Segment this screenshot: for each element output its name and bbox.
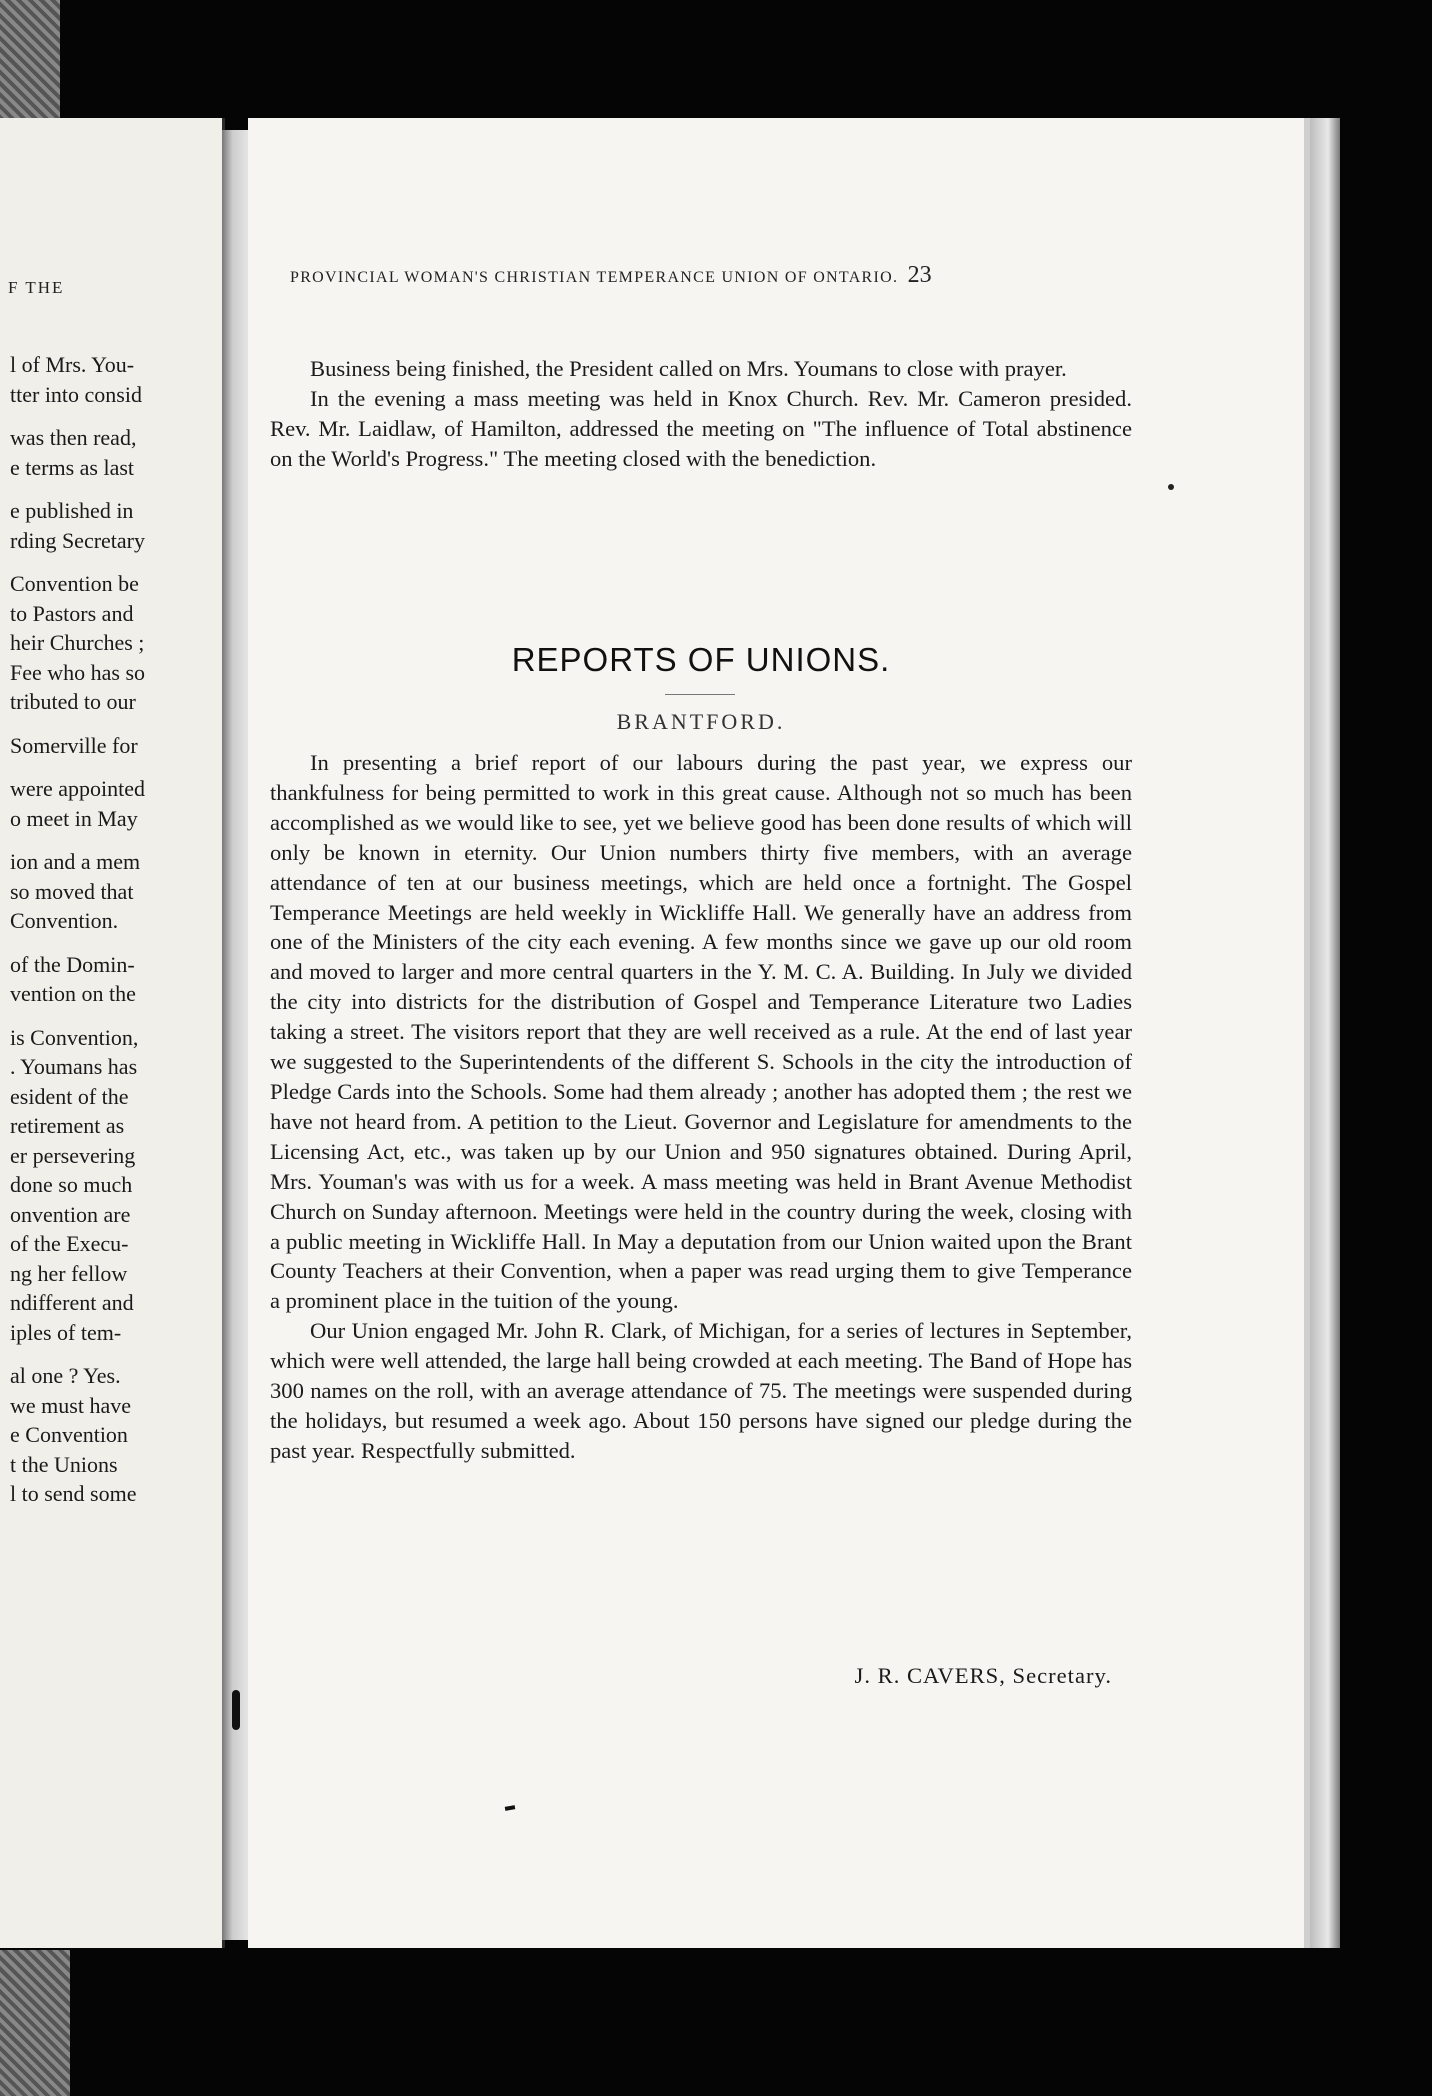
left-page-line: onvention are [10, 1201, 131, 1227]
left-page-line: ndifferent and [10, 1290, 134, 1315]
left-page-line: tributed to our [10, 689, 136, 714]
left-page-line: e published in [10, 498, 134, 523]
title-rule [665, 694, 735, 695]
left-page-line: Convention be [10, 571, 139, 596]
left-page-line: er persevering [10, 1142, 136, 1168]
left-page-line: were appointed [10, 776, 145, 801]
left-page-line: . Youmans has [10, 1054, 138, 1079]
left-page-line: was then read, [10, 425, 137, 450]
left-page-line: retirement as [10, 1113, 125, 1138]
book-gutter [222, 130, 248, 1940]
left-page-line: tter into consid [10, 381, 142, 407]
left-page-line: we must have [10, 1392, 131, 1418]
left-page-line: Somerville for [10, 732, 138, 758]
left-page-line: t the Unions [10, 1451, 118, 1477]
left-page-line: vention on the [10, 981, 136, 1006]
paragraph-evening-meeting: In the evening a mass meeting was held in Knox Church. Rev. Mr. Cameron presided. Rev. Mr. Laidlaw, of Hamilton, addressed the meeting on "The influence of Total abstinence on the World's Progress." The meeting closed with the benediction. [270, 385, 1132, 471]
left-page-line: rding Secretary [10, 527, 145, 553]
left-page-line: to Pastors and [10, 600, 134, 626]
left-page-line: al one ? Yes. [10, 1363, 121, 1388]
left-page-line: so moved that [10, 878, 134, 904]
left-page-line: ng her fellow [10, 1260, 128, 1286]
running-head-text: PROVINCIAL WOMAN'S CHRISTIAN TEMPERANCE UNION OF ONTARIO. [290, 269, 899, 286]
left-page-line: Convention. [10, 908, 119, 933]
page-edge [1310, 118, 1340, 1948]
left-page-line: Fee who has so [10, 659, 146, 685]
margin-mark [1168, 484, 1174, 490]
left-page-running-head: F THE [8, 278, 65, 297]
binding-cloth-top [0, 0, 60, 120]
left-page-line: l to send some [10, 1481, 137, 1506]
left-page-line: e terms as last [10, 454, 135, 480]
paragraph-closing-prayer: Business being finished, the President called on Mrs. Youmans to close with prayer. [310, 356, 1067, 381]
opening-paragraphs [270, 354, 1132, 474]
left-page-line: done so much [10, 1172, 133, 1197]
left-page-line: o meet in May [10, 805, 138, 831]
left-page-line: ion and a mem [10, 849, 141, 874]
left-page-line: heir Churches ; [10, 630, 145, 655]
ink-blot [232, 1690, 240, 1730]
left-page-line: l of Mrs. You- [10, 352, 135, 377]
left-page-line: esident of the [10, 1083, 129, 1109]
subsection-title: BRANTFORD. [616, 709, 786, 734]
left-page-line: e Convention [10, 1422, 128, 1447]
page-number: 23 [907, 262, 932, 288]
signoff: J. R. CAVERS, Secretary. [854, 1663, 1112, 1688]
brantford-report [270, 748, 1132, 1466]
running-head [290, 262, 1132, 289]
left-page-line: is Convention, [10, 1024, 139, 1050]
left-page-line: of the Execu- [10, 1231, 129, 1256]
left-page-line: iples of tem- [10, 1319, 122, 1345]
section-title: REPORTS OF UNIONS. [511, 641, 891, 678]
left-page-line: of the Domin- [10, 951, 135, 977]
left-page [0, 118, 225, 1948]
report-paragraph-1: In presenting a brief report of our labours during the past year, we express our thankfulness for being permitted to work in this great cause. Although not so much has been accomplished as we would like to see, yet we believe good has been done results of which will only be known in eternity. Our Union numbers thirty five members, with an average attendance of ten at our business meetings, which are held once a fortnight. The Gospel Temperance Meetings are held weekly in Wickliffe Hall. We generally have an address from one of the Ministers of the city each evening. A few months since we gave up our old room and moved to larger and more central quarters in the Y. M. C. A. Building. In July we divided the city into districts for the distribution of Gospel and Temperance Literature two Ladies taking a street. The visitors report that they are well received as a rule. At the end of last year we suggested to the Superintendents of the different S. Schools in the city the introduction of Pledge Cards into the Schools. Some had them already ; another has adopted them ; the rest we have not heard from. A petition to the Lieut. Governor and Legislature for amendments to the Licensing Act, etc., was taken up by our Union and 950 signatures obtained. During April, Mrs. Youman's was with us for a week. A mass meeting was held in Brant Avenue Methodist Church on Sunday afternoon. Meetings were held in the country during the week, closing with a public meeting in Wickliffe Hall. In May a deputation from our Union waited upon the Brant County Teachers at their Convention, when a paper was read urging them to give Temperance a prominent place in the tuition of the young. [270, 750, 1132, 1314]
binding-cloth-bottom [0, 1950, 70, 2096]
report-paragraph-2: Our Union engaged Mr. John R. Clark, of Michigan, for a series of lectures in September, which were well attended, the large hall being crowded at each meeting. The Band of Hope has 300 names on the roll, with an average attendance of 75. The meetings were suspended during the holidays, but resumed a week ago. About 150 persons have signed our pledge during the past year. Respectfully submitted. [270, 1318, 1132, 1463]
